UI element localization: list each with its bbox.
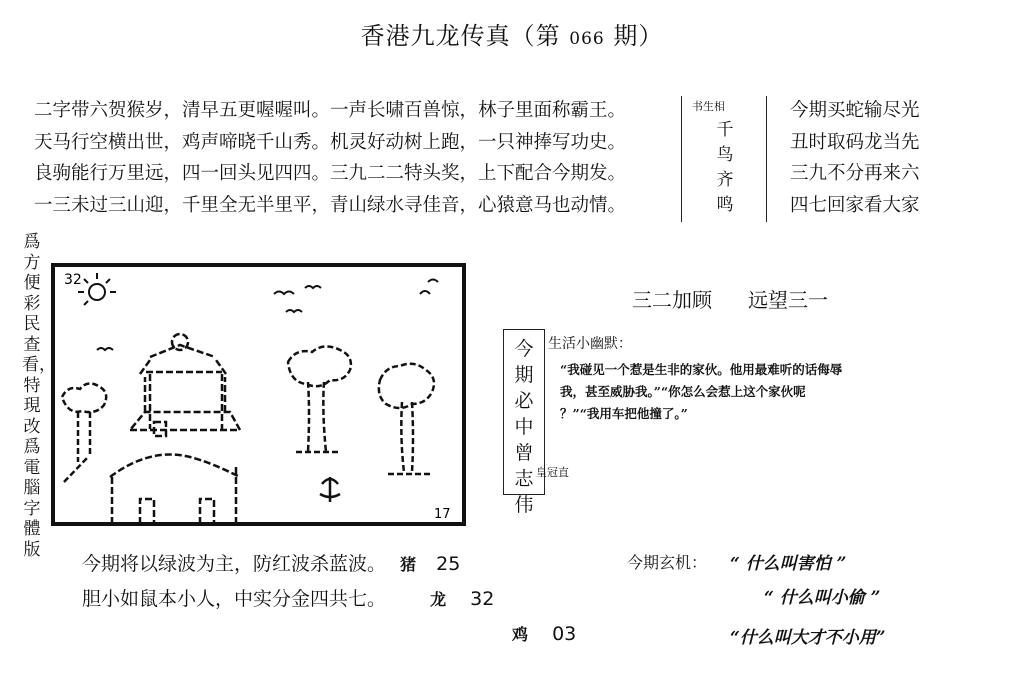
xuanji-line: “ 什么叫小偷 ”: [764, 588, 881, 608]
issue-number: 066: [569, 29, 605, 49]
bottom-line-2: 胆小如鼠本小人，中实分金四共七。 龙 32: [82, 588, 495, 610]
prediction-vertical-text: 今期必中曾志伟: [514, 338, 534, 516]
page-title: [0, 16, 1024, 51]
vertical-box-small-text: 书生相: [692, 100, 725, 113]
bottom-block: [82, 547, 576, 652]
xuanji-line: “什么叫大才不小用”: [730, 628, 886, 648]
poem-line: 良驹能行万里远，四一回头见四四。三九二二特头奖，上下配合今期发。: [34, 163, 627, 184]
picture-label-left: 32: [64, 272, 82, 288]
xuanji-line: “ 什么叫害怕 ”: [730, 554, 847, 574]
right-line: 丑时取码龙当先: [790, 131, 920, 153]
sketch-picture: [50, 262, 467, 527]
zodiac-number: 25: [436, 553, 461, 575]
joke-line: ？”“我用车把他撞了。”: [560, 406, 688, 421]
middle-hint-left: 三二加顾: [632, 288, 712, 312]
middle-hint: [632, 284, 864, 313]
side-vertical-notice: 爲方便彩民查看，特現改爲電腦字體版: [22, 232, 56, 560]
prediction-crown-text: 皇冠直: [536, 466, 569, 479]
zodiac-number: 03: [552, 623, 577, 645]
right-verse-block: [790, 95, 920, 221]
tree-drawing-left: [62, 383, 106, 482]
picture-label-right: 17: [434, 507, 451, 522]
joke-line: “我碰见一个惹是生非的家伙。他用最难听的话侮辱: [560, 362, 843, 377]
right-line: 四七回家看大家: [790, 194, 920, 216]
poem-line: 天马行空横出世，鸡声啼晓千山秀。机灵好动树上跑，一只神捧写功史。: [34, 131, 627, 153]
xuanji-label: 今期玄机：: [627, 553, 708, 572]
picture-border: [53, 265, 464, 524]
zodiac-name: 鸡: [512, 625, 529, 644]
joke-title: 生活小幽默：: [548, 336, 632, 352]
title-prefix: 香港九龙传真（第: [360, 22, 561, 50]
poem-block: [34, 95, 626, 221]
joke-body: [560, 359, 1000, 425]
poem-line: 二字带六贺猴岁，清早五更喔喔叫。一声长啸百兽惊，林子里面称霸王。: [34, 100, 627, 121]
joke-line: 我，甚至威胁我。”“你怎么会惹上这个家伙呢: [560, 384, 806, 399]
bottom-line-1: 今期将以绿波为主，防红波杀蓝波。 猪 25: [82, 553, 461, 575]
right-line: 三九不分再来六: [790, 163, 920, 184]
title-suffix: 期）: [613, 22, 664, 50]
vertical-box-text: 千鸟齐鸣: [716, 120, 734, 215]
sun-icon: [78, 273, 116, 305]
zodiac-name: 猪: [400, 555, 417, 574]
zodiac-number: 32: [470, 588, 495, 610]
bottom-line-3: [82, 617, 576, 652]
tree-drawing-middle: [288, 346, 351, 452]
tower-drawing: [110, 334, 240, 524]
poem-line: 一三未过三山迎，千里全无半里平，青山绿水寻佳音，心猿意马也动情。: [34, 194, 627, 216]
right-line: 今期买蛇输尽光: [790, 100, 920, 121]
tree-drawing-right: [379, 364, 434, 474]
vertical-verse-box: [681, 96, 767, 222]
middle-hint-right: 远望三一: [748, 288, 828, 312]
zodiac-name: 龙: [430, 590, 447, 609]
birds-icon: [97, 280, 438, 351]
flower-drawing: [320, 477, 340, 502]
